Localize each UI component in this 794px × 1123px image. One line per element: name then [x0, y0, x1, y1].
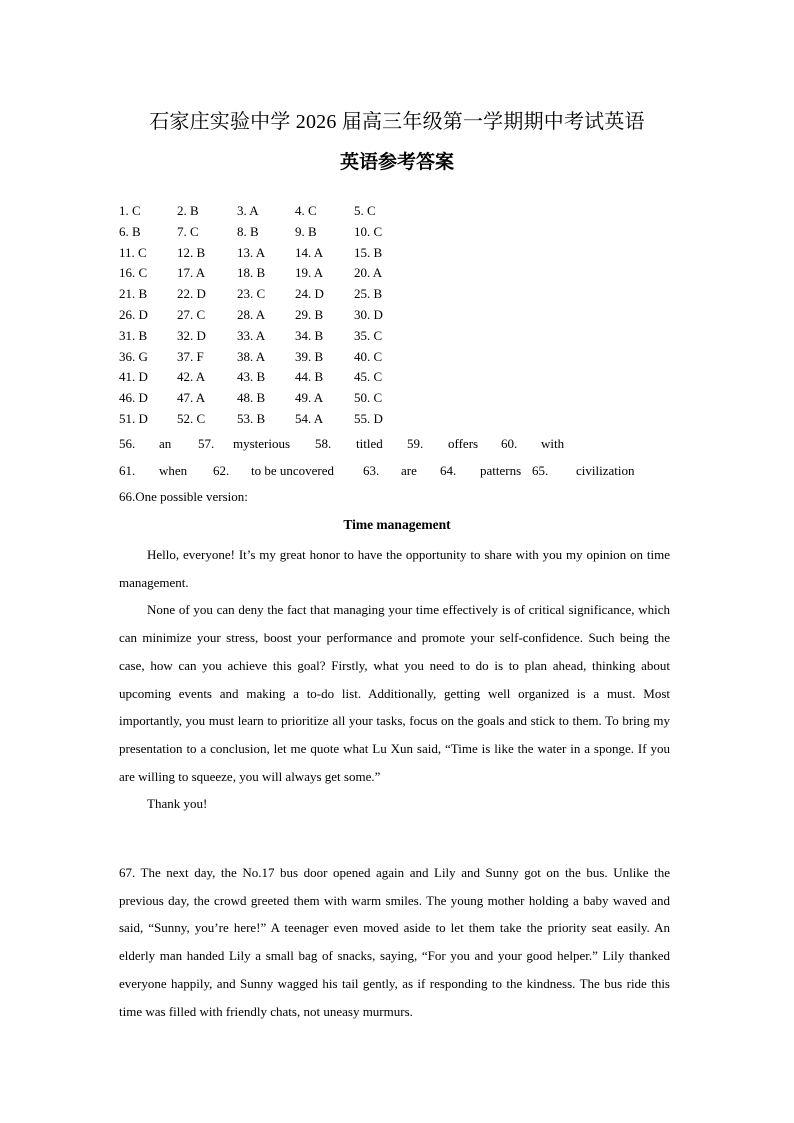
answer-item: 49. A — [295, 390, 324, 406]
answer-item: 45. C — [354, 369, 383, 385]
answer-item: 13. A — [237, 244, 266, 260]
answer-item: 52. C — [177, 410, 206, 426]
blank-number: 64. — [440, 463, 457, 478]
answer-item: 42. A — [177, 369, 206, 385]
answer-item: 40. C — [354, 348, 383, 364]
answer-item: 39. B — [295, 348, 324, 364]
blank-number: 57. — [198, 436, 215, 451]
blank-answer: titled — [356, 436, 383, 451]
answer-item: 50. C — [354, 390, 383, 406]
answer-item: 9. B — [295, 223, 317, 239]
story-continuation — [119, 859, 670, 1025]
blank-number: 56. — [119, 436, 136, 451]
answer-item: 32. D — [177, 327, 206, 343]
blank-number: 61. — [119, 463, 136, 478]
answer-item: 23. C — [237, 286, 266, 302]
answer-item: 21. B — [119, 286, 148, 302]
answer-item: 10. C — [354, 223, 383, 239]
answer-item: 26. D — [119, 306, 148, 322]
blank-answer: mysterious — [233, 436, 291, 451]
answer-item: 1. C — [119, 203, 141, 218]
answer-item: 55. D — [354, 410, 383, 426]
blank-number: 63. — [363, 463, 380, 478]
essay-title: Time management — [343, 517, 451, 532]
answer-item: 15. B — [354, 244, 383, 260]
answer-item: 17. A — [177, 265, 206, 281]
answer-item: 46. D — [119, 390, 148, 406]
answer-item: 2. B — [177, 203, 199, 218]
blank-answer: are — [401, 463, 417, 478]
answer-item: 35. C — [354, 327, 383, 343]
answer-item: 33. A — [237, 327, 266, 343]
answer-item: 16. C — [119, 265, 148, 281]
blank-number: 58. — [315, 436, 332, 451]
answer-item: 5. C — [354, 203, 376, 218]
blank-answer: offers — [448, 436, 479, 451]
answer-item: 27. C — [177, 306, 206, 322]
answer-item: 18. B — [237, 265, 266, 281]
page-subtitle: 英语参考答案 — [339, 152, 454, 173]
answer-item: 25. B — [354, 286, 383, 302]
blank-answer: when — [159, 463, 188, 478]
answer-item: 48. B — [237, 390, 266, 406]
essay-intro: 66.One possible version: — [119, 489, 248, 504]
answer-item: 19. A — [295, 265, 324, 281]
answer-item: 44. B — [295, 369, 324, 385]
answer-item: 4. C — [295, 203, 317, 218]
blank-number: 60. — [501, 436, 518, 451]
answer-item: 37. F — [177, 348, 204, 364]
story-paragraph: 67. The next day, the No.17 bus door opened again and Lily and Sunny got on the bus. Unlike the previous day, the crowd greeted them with warm smiles. The young mother holding a baby waved and said, “Sunny, you’re here!” A teenager even moved aside to let them take the priority seat easily. An elderly man handed Lily a small bag of snacks, saying, “For you and your good helper.” Lily thanked everyone happily, and Sunny wagged his tail gently, as if responding to the kindness. The bus ride this time was filled with friendly chats, not uneasy murmurs. — [119, 865, 670, 1019]
answer-item: 24. D — [295, 286, 324, 302]
answer-item: 12. B — [177, 244, 206, 260]
answer-item: 38. A — [237, 348, 266, 364]
essay-body — [119, 541, 670, 818]
essay-paragraph: Hello, everyone! It’s my great honor to have the opportunity to share with you my opinion on time management. — [119, 547, 670, 590]
blank-number: 62. — [213, 463, 230, 478]
answer-item: 34. B — [295, 327, 324, 343]
answer-item: 28. A — [237, 306, 266, 322]
blank-number: 59. — [407, 436, 424, 451]
answer-item: 53. B — [237, 410, 266, 426]
answer-item: 14. A — [295, 244, 324, 260]
answer-item: 36. G — [119, 348, 148, 364]
answer-item: 3. A — [237, 203, 259, 218]
answer-item: 41. D — [119, 369, 148, 385]
answer-item: 30. D — [354, 306, 383, 322]
essay-paragraph: Thank you! — [147, 796, 208, 812]
blank-answer: to be uncovered — [251, 463, 335, 478]
page-title: 石家庄实验中学 2026 届高三年级第一学期期中考试英语 — [149, 111, 645, 133]
blank-answer: an — [159, 436, 172, 451]
blank-answer: civilization — [576, 463, 635, 478]
answer-item: 6. B — [119, 223, 141, 239]
answer-item: 31. B — [119, 327, 148, 343]
answer-item: 29. B — [295, 306, 324, 322]
answer-item: 43. B — [237, 369, 266, 385]
answer-item: 8. B — [237, 223, 259, 239]
answer-item: 7. C — [177, 223, 199, 239]
answer-item: 20. A — [354, 265, 383, 281]
answer-item: 47. A — [177, 390, 206, 406]
answer-item: 51. D — [119, 410, 148, 426]
answer-item: 22. D — [177, 286, 206, 302]
essay-paragraph: None of you can deny the fact that managing your time effectively is of critical significance, which can minimize your stress, boost your performance and promote your self-confidence. Such being the case, how can you achieve this goal? Firstly, what you need to do is to plan ahead, thinking about upcoming events and making a to-do list. Additionally, getting well organized is a must. Most importantly, you must learn to prioritize all your tasks, focus on the goals and stick to them. To bring my presentation to a conclusion, let me quote what Lu Xun said, “Time is like the water in a sponge. If you are willing to squeeze, you will always get some.” — [119, 602, 670, 784]
answer-item: 54. A — [295, 410, 324, 426]
blank-answer: patterns — [480, 463, 522, 478]
blank-number: 65. — [532, 463, 549, 478]
blank-answer: with — [541, 436, 565, 451]
answer-item: 11. C — [119, 244, 147, 260]
